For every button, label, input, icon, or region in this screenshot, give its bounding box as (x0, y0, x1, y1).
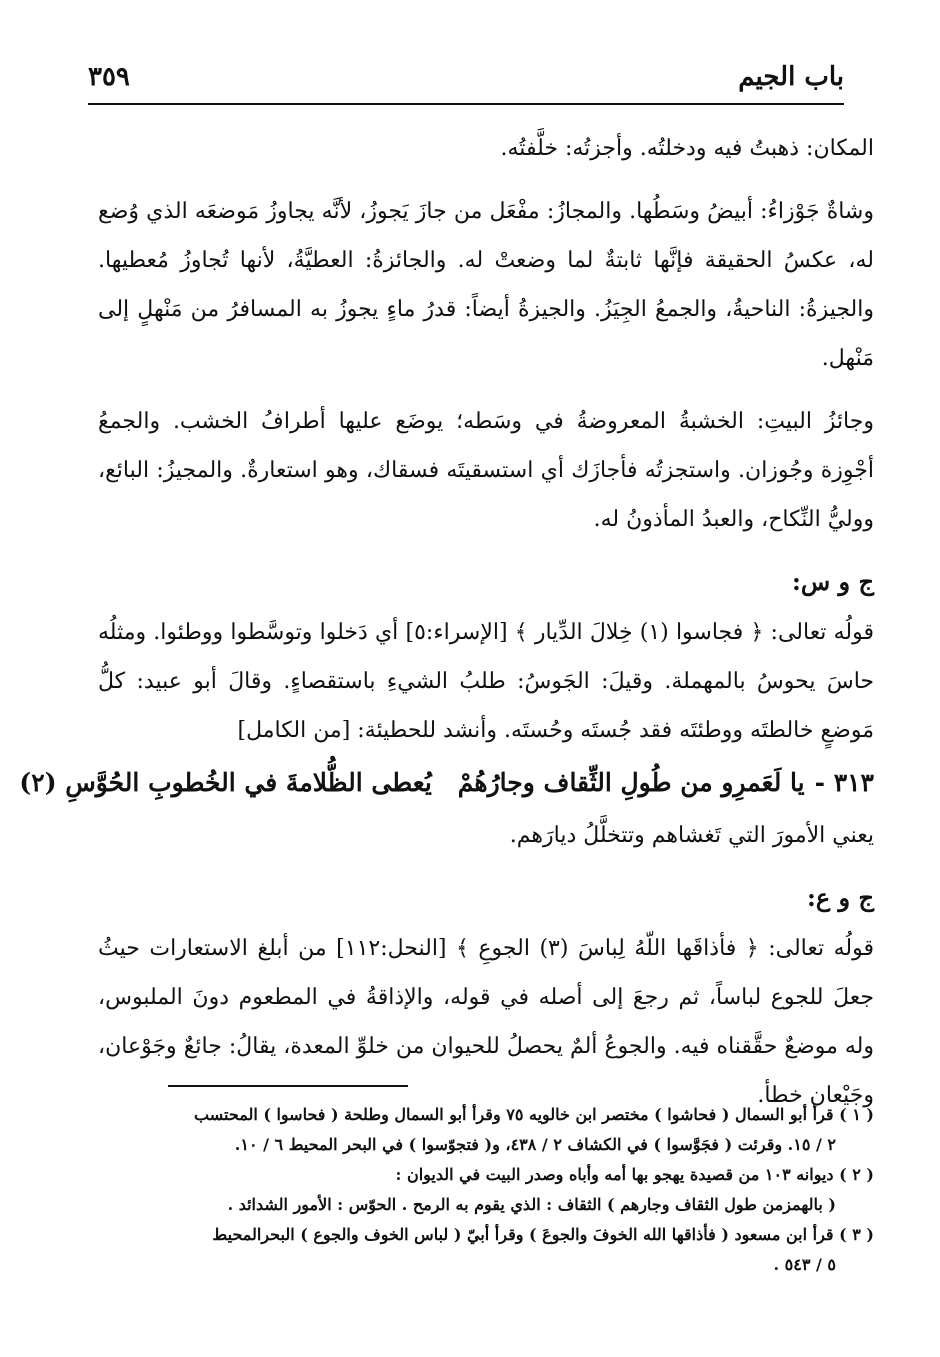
verse-number: ٣١٣ - (814, 768, 874, 797)
footnote-2-line-1: ( ٢ ) ديوانه ١٠٣ من قصيدة يهجو بها أمه وأباه وصدر البيت في الديوان : (395, 1165, 874, 1184)
paragraph-2: وشاةٌ جَوْزاءُ: أبيضُ وسَطُها. والمجازُ: مفْعَل من جازَ يَجوزُ، لأنَّه يجاوزُ مَوضعَه الذي وُضع له، عكسُ الحقيقة فإنَّها ثابتةٌ لما وضعتْ له. والجائزةُ: العطيَّةُ، لأنها تُجاوزُ مُعطيها. والجيزةُ: الناحيةُ، والجمعُ الجِيَزُ. والجيزةُ أيضاً: قدرُ ماءٍ يجوزُ به المسافرُ من مَنْهلٍ إلى مَنْهل. (98, 199, 874, 371)
poetry-verse (19, 755, 874, 811)
chapter-title: باب الجيم (738, 62, 844, 92)
footnote-1-line-2: ٢ / ١٥. وقرئت ( فجَوَّسوا ) في الكشاف ٢ / ٤٣٨، و( فتجوّسوا ) في البحر المحيط ٦ / ١٠. (234, 1135, 836, 1154)
header-divider (88, 103, 844, 105)
entry-heading-jws: ج و س: (792, 567, 874, 596)
running-header (88, 62, 844, 98)
footnote-1-line-1: ( ١ ) قرأ أبو السمال ( فحاشوا ) مختصر ابن خالويه ٧٥ وقرأ أبو السمال وطلحة ( فحاسوا ) المحتسب (194, 1105, 874, 1124)
footnote-divider (168, 1085, 408, 1087)
paragraph-3: وجائزُ البيتِ: الخشبةُ المعروضةُ في وسَطه؛ يوضَع عليها أطرافُ الخشب. والجمعُ أجْوِزة وجُوزان. واستجزتُه فأجازَك أي استسقيتَه فسقاك، وهو استعارةٌ. والمجيزُ: البائع، ووليُّ النِّكاح، والعبدُ المأذونُ له. (98, 409, 874, 532)
page-number: ٣٥٩ (88, 62, 130, 92)
verse-second-hemistich: يُعطى الظُّلامةَ في الخُطوبِ الحُوَّسِ (٢) (19, 768, 432, 797)
paragraph-6: قولُه تعالى: ﴿ فأذاقَها اللّهُ لِباسَ (٣) الجوعِ ﴾ [النحل:١١٢] من أبلغ الاستعارات حيثُ جعلَ للجوع لباساً، ثم رجعَ إلى أصله في قوله، والإذاقةُ في المطعوم دونَ الملبوس، وله موضعٌ حقَّقناه فيه. والجوعُ ألمٌ يحصلُ للحيوان من خلوِّ المعدة، يقالُ: جائعٌ وجَوْعان، وجَيْعان خطأ. (98, 936, 874, 1108)
main-text (19, 124, 874, 1120)
paragraph-1: المكان: ذهبتُ فيه ودخلتُه. وأجزتُه: خلَّفتُه. (500, 136, 874, 161)
footnote-3-line-2: ٥ / ٥٤٣ . (773, 1255, 836, 1274)
footnotes (98, 1100, 874, 1280)
paragraph-5: يعني الأمورَ التي تَغشاهم وتتخلَّلُ ديارَهم. (509, 823, 874, 848)
verse-first-hemistich: يا لَعَمرِو من طُولِ الثِّقاف وجارُهُمْ (457, 768, 805, 797)
entry-heading-jw3: ج و ع: (807, 883, 874, 912)
footnote-3-line-1: ( ٣ ) قرأ ابن مسعود ( فأذاقها الله الخوفَ والجوعَ ) وقرأ أبيّ ( لباس الخوف والجوع ) البحرالمحيط (212, 1225, 874, 1244)
footnote-2-line-2: ( بالهمزمن طول الثقاف وجارهم ) الثقاف : الذي يقوم به الرمح . الحوّس : الأمور الشدائد . (227, 1195, 836, 1214)
paragraph-4: قولُه تعالى: ﴿ فجاسوا (١) خِلالَ الدِّيار ﴾ [الإسراء:٥] أي دَخلوا وتوسَّطوا ووطئوا. ومثلُه حاسَ يحوسُ بالمهملة. وقيلَ: الجَوسُ: طلبُ الشيءِ باستقصاءٍ. وقالَ أبو عبيد: كلُّ مَوضعٍ خالطتَه ووطئتَه فقد جُستَه وحُستَه. وأنشد للحطيئة: [من الكامل] (98, 620, 874, 743)
